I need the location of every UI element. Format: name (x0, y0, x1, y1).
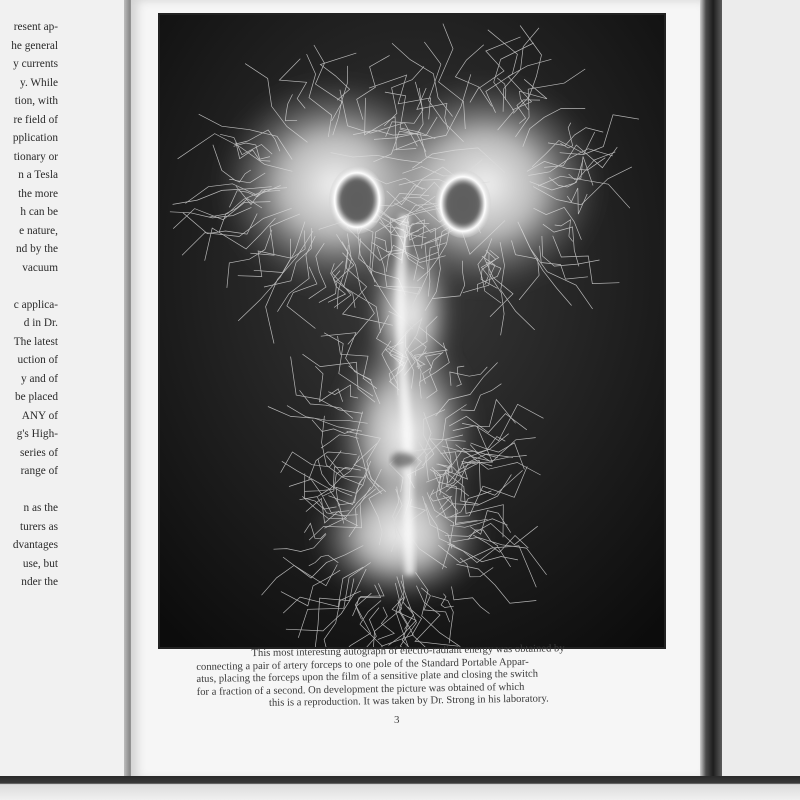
page-number: 3 (394, 714, 400, 726)
caption-line: for a fraction of a second. On development the picture was obtained of which (196, 681, 525, 698)
left-page (0, 0, 132, 780)
left-page-line: tion, with (14, 95, 58, 107)
left-page-line: c applica- (13, 298, 58, 311)
left-page-line: the more (18, 187, 58, 200)
left-page-line: g's High- (16, 428, 58, 440)
back-page-edge (722, 0, 800, 780)
left-page-line: series of (20, 446, 58, 459)
caption-line: atus, placing the forceps upon the film of a sensitive plate and closing the switch (196, 668, 539, 686)
left-page-line: n a Tesla (18, 169, 58, 181)
paragraph-gap (0, 277, 58, 296)
paragraph-gap (0, 481, 58, 500)
left-page-line: use, but (22, 557, 58, 570)
left-page-text (0, 18, 58, 592)
left-page-line: y currents (13, 58, 58, 70)
left-page-line: tionary or (13, 150, 58, 163)
left-page-line: vacuum (22, 261, 58, 274)
caption-line: connecting a pair of artery forceps to one pole of the Standard Portable Appar- (196, 656, 529, 673)
bottom-page-edge (0, 776, 800, 800)
left-page-line: pplication (12, 132, 58, 144)
photograph-image (160, 15, 664, 647)
left-page-line: nd by the (15, 243, 58, 255)
book-binding-edge (700, 0, 724, 780)
left-page-line: he general (11, 39, 58, 52)
left-page-line: nder the (21, 576, 58, 588)
caption-line: This most interesting autograph of electro-radiant energy was obtained by (251, 643, 565, 660)
left-page-line: ANY of (21, 409, 58, 422)
left-page-line: resent ap- (13, 21, 58, 33)
left-page-line: n as the (23, 502, 58, 514)
left-page-line: re field of (13, 113, 58, 126)
photo-caption (196, 642, 621, 712)
left-page-line: h can be (20, 206, 58, 218)
electro-radiant-photograph (158, 13, 666, 649)
left-page-line: y and of (20, 372, 58, 385)
left-page-line: The latest (13, 335, 58, 348)
left-page-line: dvantages (12, 539, 58, 551)
left-page-line: d in Dr. (23, 317, 58, 329)
left-page-line: turers as (20, 520, 58, 533)
left-page-line: range of (20, 465, 58, 477)
left-page-line: be placed (15, 391, 58, 403)
left-page-line: uction of (17, 354, 58, 366)
left-page-line: y. While (20, 76, 58, 89)
left-page-line: e nature, (19, 224, 58, 237)
caption-line: this is a reproduction. It was taken by Dr. Strong in his laboratory. (268, 693, 549, 710)
